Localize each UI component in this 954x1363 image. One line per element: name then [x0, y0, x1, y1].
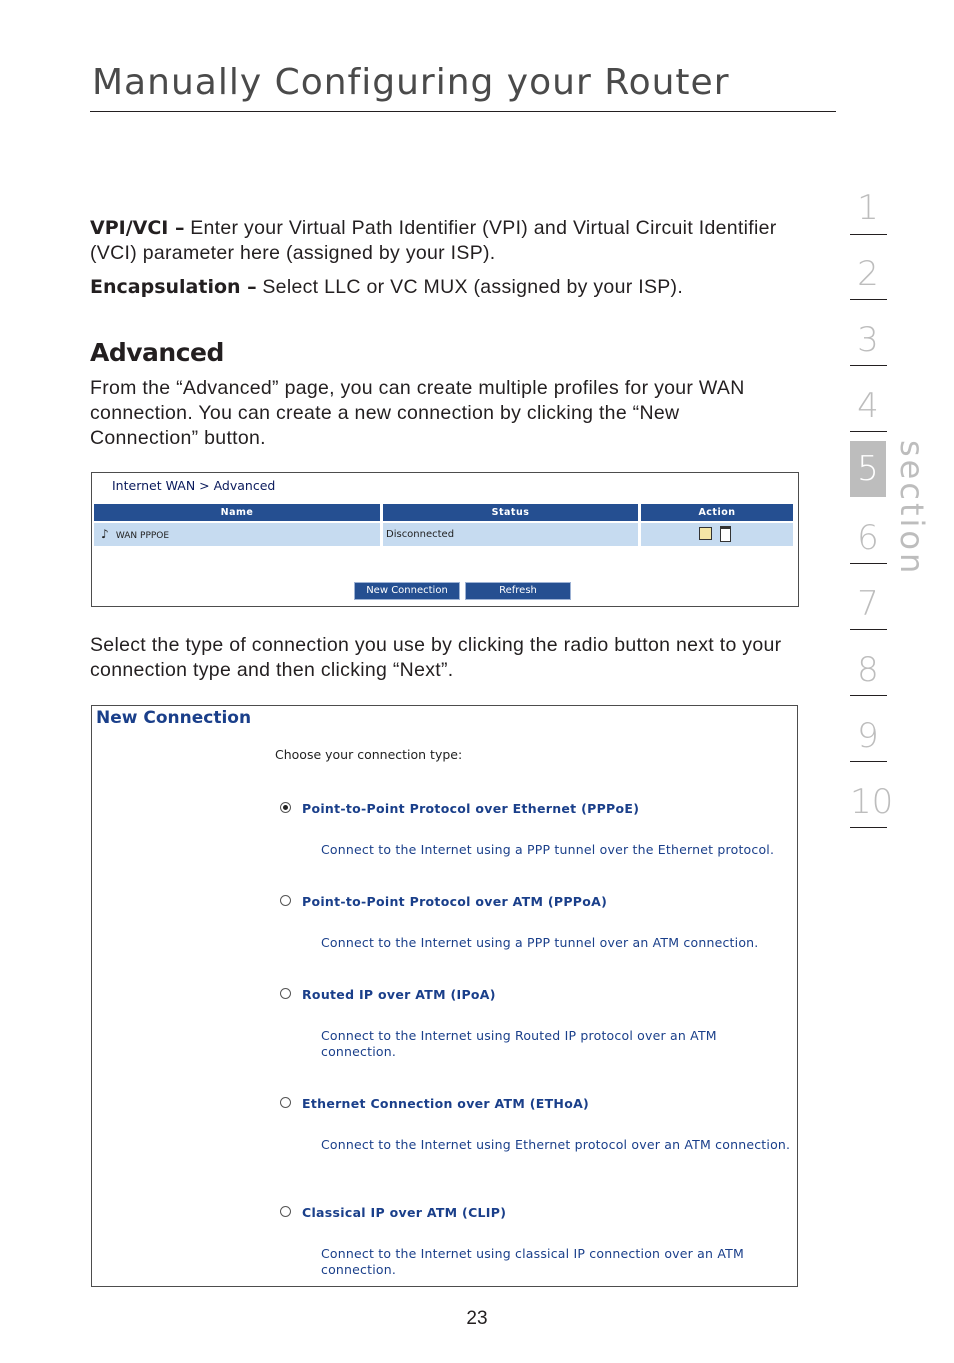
section-divider — [850, 827, 887, 828]
section-divider — [850, 695, 887, 696]
section-number-9: 9 — [857, 716, 879, 756]
section-divider — [850, 761, 887, 762]
column-header-action: Action — [641, 504, 793, 521]
section-number-7: 7 — [857, 584, 879, 624]
radio-pppoe[interactable] — [280, 802, 291, 813]
new-connection-button[interactable]: New Connection — [354, 582, 460, 600]
radio-ethoa[interactable] — [280, 1097, 291, 1108]
action-cell — [641, 523, 793, 546]
advanced-heading: Advanced — [90, 338, 224, 367]
option-desc-pppoa: Connect to the Internet using a PPP tunnel over an ATM connection. — [321, 935, 759, 950]
option-label-ethoa[interactable]: Ethernet Connection over ATM (ETHoA) — [302, 1096, 590, 1111]
refresh-button[interactable]: Refresh — [465, 582, 571, 600]
section-number-10: 10 — [850, 782, 894, 822]
vpi-paragraph — [90, 216, 790, 266]
edit-icon[interactable] — [699, 527, 712, 540]
table-row-name-cell — [94, 523, 380, 546]
connection-name: WAN PPPOE — [115, 531, 170, 541]
vpi-term: VPI/VCI – — [90, 217, 185, 239]
section-divider — [850, 431, 887, 432]
connection-status: Disconnected — [383, 523, 638, 546]
page-title: Manually Configuring your Router — [92, 62, 730, 103]
connection-type-prompt: Choose your connection type: — [275, 747, 463, 762]
section-number-2: 2 — [857, 254, 879, 294]
section-divider — [850, 563, 887, 564]
new-connection-screenshot — [91, 705, 798, 1287]
section-number-6: 6 — [857, 518, 879, 558]
vpi-text: Enter your Virtual Path Identifier (VPI) and Virtual Circuit Identifier (VCI) parameter here (assigned by your ISP). — [90, 217, 777, 264]
option-label-ipoa[interactable]: Routed IP over ATM (IPoA) — [302, 987, 496, 1002]
option-label-pppoe[interactable]: Point-to-Point Protocol over Ethernet (PPPoE) — [302, 801, 640, 816]
radio-clip[interactable] — [280, 1206, 291, 1217]
radio-ipoa[interactable] — [280, 988, 291, 999]
section-label: section — [893, 440, 931, 577]
select-paragraph: Select the type of connection you use by clicking the radio button next to your connection type and then clicking “Next”. — [90, 634, 782, 681]
section-number-1: 1 — [857, 188, 879, 228]
title-divider — [90, 111, 836, 112]
option-label-clip[interactable]: Classical IP over ATM (CLIP) — [302, 1205, 507, 1220]
section-number-4: 4 — [857, 386, 879, 426]
connection-icon: ♪ — [101, 527, 109, 541]
encapsulation-text: Select LLC or VC MUX (assigned by your ISP). — [256, 276, 684, 298]
section-divider — [850, 234, 887, 235]
page-number: 23 — [466, 1308, 488, 1329]
section-divider — [850, 629, 887, 630]
column-header-status: Status — [383, 504, 638, 521]
advanced-paragraph: From the “Advanced” page, you can create multiple profiles for your WAN connection. You can create a new connection by clicking the “New Connection” button. — [90, 377, 745, 449]
option-desc-ethoa: Connect to the Internet using Ethernet protocol over an ATM connection. — [321, 1137, 791, 1152]
option-label-pppoa[interactable]: Point-to-Point Protocol over ATM (PPPoA) — [302, 894, 608, 909]
encapsulation-term: Encapsulation – — [90, 276, 257, 298]
radio-pppoa[interactable] — [280, 895, 291, 906]
advanced-screenshot — [91, 472, 799, 607]
new-connection-title: New Connection — [96, 708, 252, 728]
section-number-3: 3 — [857, 320, 879, 360]
section-number-5: 5 — [850, 441, 886, 497]
section-divider — [850, 299, 887, 300]
option-desc-ipoa: Connect to the Internet using Routed IP protocol over an ATM connection. — [321, 1028, 717, 1059]
option-desc-pppoe: Connect to the Internet using a PPP tunnel over the Ethernet protocol. — [321, 842, 775, 857]
trash-icon[interactable] — [720, 526, 731, 542]
column-header-name: Name — [94, 504, 380, 521]
option-desc-clip: Connect to the Internet using classical IP connection over an ATM connection. — [321, 1246, 744, 1277]
encapsulation-paragraph — [90, 275, 790, 300]
breadcrumb: Internet WAN > Advanced — [112, 478, 276, 493]
section-divider — [850, 365, 887, 366]
section-number-8: 8 — [857, 650, 879, 690]
